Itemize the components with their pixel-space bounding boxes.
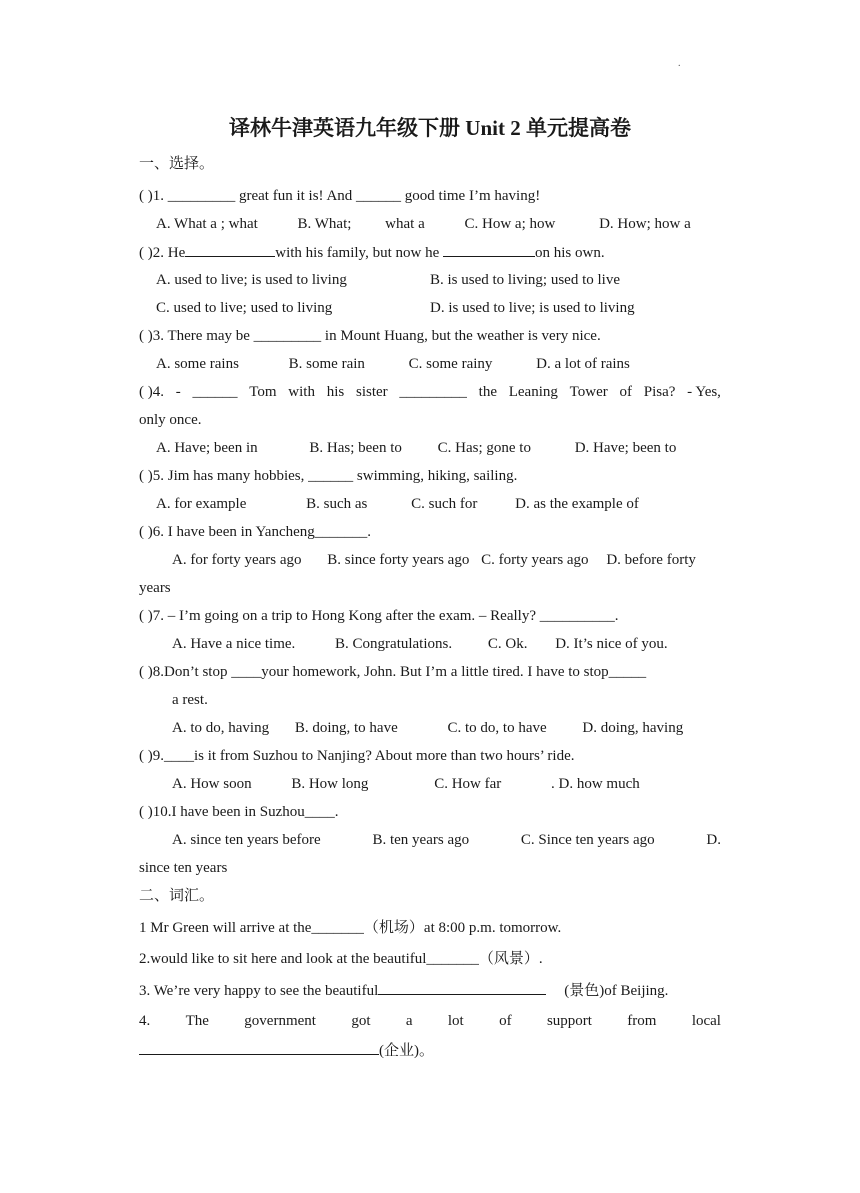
stem-word: ______ xyxy=(192,384,238,400)
option-b: B. since forty years ago xyxy=(327,552,470,568)
q2-stem-part: ( )2. He xyxy=(139,245,186,261)
stem-word: of xyxy=(619,384,632,400)
q2-stem xyxy=(139,242,605,263)
vocab-item-3-part: 3. We’re very happy to see the beautiful xyxy=(139,983,379,999)
q8-options xyxy=(172,718,683,738)
option-a: A. to do, having xyxy=(172,720,270,736)
option-a: A. for forty years ago xyxy=(172,552,302,568)
vocab-word: got xyxy=(351,1013,371,1029)
vocab-item-3 xyxy=(139,980,668,1001)
option-b: B. What; xyxy=(297,216,352,232)
option-a: A. Have; been in xyxy=(156,440,258,456)
option-a: A. What a ; what xyxy=(156,216,258,232)
q6-options xyxy=(172,550,696,570)
stem-word: _________ xyxy=(399,384,467,400)
stem-word: sister xyxy=(355,384,388,400)
stem-word: his xyxy=(326,384,345,400)
stem-word: Tom xyxy=(249,384,277,400)
header-dot: . xyxy=(678,58,681,69)
option-c: C. Since ten years ago xyxy=(520,832,655,848)
q6-stem: ( )6. I have been in Yancheng_______. xyxy=(139,524,372,540)
option-c: C. to do, to have xyxy=(447,720,547,736)
option-a: A. since ten years before xyxy=(172,832,321,848)
q1-stem: ( )1. _________ great fun it is! And ______ good time I’m having! xyxy=(139,188,541,204)
option-b: B. doing, to have xyxy=(294,720,398,736)
answer-blank xyxy=(185,242,275,257)
q2-stem-part: on his own. xyxy=(535,245,605,261)
option-d: D. xyxy=(706,832,721,848)
option-b: B. ten years ago xyxy=(372,832,470,848)
option-d: D. It’s nice of you. xyxy=(555,636,668,652)
option-a: A. How soon xyxy=(172,776,252,792)
q7-stem: ( )7. – I’m going on a trip to Hong Kong after the exam. – Really? __________. xyxy=(139,608,619,624)
q3-options xyxy=(156,354,630,374)
vocab-item-1: 1 Mr Green will arrive at the_______（机场）at 8:00 p.m. tomorrow. xyxy=(139,920,562,936)
option-a: A. for example xyxy=(156,496,247,512)
option-a: A. some rains xyxy=(156,356,239,372)
option-b-cont: what a xyxy=(385,216,425,232)
option-b: B. such as xyxy=(306,496,368,512)
q5-stem: ( )5. Jim has many hobbies, ______ swimming, hiking, sailing. xyxy=(139,468,518,484)
option-d: D. before forty xyxy=(606,552,696,568)
option-c: C. some rainy xyxy=(408,356,493,372)
q8-stem: ( )8.Don’t stop ____your homework, John. But I’m a little tired. I have to stop_____ xyxy=(139,664,647,680)
vocab-word: government xyxy=(244,1013,316,1029)
option-b: B. Has; been to xyxy=(309,440,402,456)
option-b: B. How long xyxy=(291,776,369,792)
vocab-item-3-part: (景色)of Beijing. xyxy=(564,983,669,999)
option-a: A. Have a nice time. xyxy=(172,636,296,652)
q10-cont: since ten years xyxy=(139,860,228,876)
vocab-word: local xyxy=(691,1013,721,1029)
q4-options xyxy=(156,438,676,458)
stem-word: with xyxy=(288,384,315,400)
vocab-word: of xyxy=(499,1013,512,1029)
vocab-item-4 xyxy=(139,1011,721,1031)
q10-stem: ( )10.I have been in Suzhou____. xyxy=(139,804,339,820)
q6-cont: years xyxy=(139,580,171,596)
option-c: C. such for xyxy=(411,496,478,512)
answer-blank xyxy=(139,1040,379,1055)
q7-options xyxy=(172,634,668,654)
option-c: C. Ok. xyxy=(487,636,528,652)
option-c: C. How a; how xyxy=(464,216,556,232)
stem-word: - xyxy=(175,384,181,400)
option-c: C. Has; gone to xyxy=(437,440,531,456)
option-d: D. a lot of rains xyxy=(536,356,630,372)
answer-blank xyxy=(378,980,546,995)
option-c: C. forty years ago xyxy=(481,552,589,568)
q9-stem: ( )9.____is it from Suzhou to Nanjing? About more than two hours’ ride. xyxy=(139,748,575,764)
stem-word: Leaning xyxy=(508,384,558,400)
option-d: D. as the example of xyxy=(515,496,639,512)
stem-word: - Yes, xyxy=(687,384,721,400)
answer-blank xyxy=(443,242,535,257)
vocab-word: The xyxy=(185,1013,209,1029)
q2-option-d: D. is used to live; is used to living xyxy=(430,300,635,316)
stem-word: Tower xyxy=(569,384,608,400)
stem-word: Pisa? xyxy=(643,384,676,400)
option-b: B. Congratulations. xyxy=(335,636,453,652)
vocab-item-2: 2.would like to sit here and look at the beautiful_______（风景）. xyxy=(139,951,543,967)
vocab-word: lot xyxy=(447,1013,464,1029)
option-d: . D. how much xyxy=(551,776,640,792)
section2-heading: 二、词汇。 xyxy=(139,888,215,904)
option-c: C. How far xyxy=(434,776,502,792)
vocab-word: support xyxy=(546,1013,592,1029)
vocab-item-4-part: (企业)。 xyxy=(379,1043,434,1059)
stem-word: the xyxy=(478,384,497,400)
vocab-word: a xyxy=(405,1013,413,1029)
vocab-word: 4. xyxy=(139,1013,151,1029)
option-d: D. Have; been to xyxy=(574,440,677,456)
q10-options xyxy=(172,830,721,850)
q2-option-b: B. is used to living; used to live xyxy=(430,272,620,288)
q5-options xyxy=(156,494,639,514)
vocab-word: from xyxy=(627,1013,657,1029)
q9-options xyxy=(172,774,640,794)
q1-options xyxy=(156,214,691,234)
q4-stem-cont: only once. xyxy=(139,412,202,428)
option-d: D. How; how a xyxy=(599,216,691,232)
stem-word: ( )4. xyxy=(139,384,164,400)
vocab-item-4-cont xyxy=(139,1040,434,1061)
q2-stem-part: with his family, but now he xyxy=(275,245,443,261)
option-d: D. doing, having xyxy=(582,720,684,736)
section1-heading: 一、选择。 xyxy=(139,156,215,172)
page-title: 译林牛津英语九年级下册 Unit 2 单元提高卷 xyxy=(229,116,631,140)
q2-option-c: C. used to live; used to living xyxy=(156,300,333,316)
q2-option-a: A. used to live; is used to living xyxy=(156,272,347,288)
option-b: B. some rain xyxy=(288,356,365,372)
q3-stem: ( )3. There may be _________ in Mount Huang, but the weather is very nice. xyxy=(139,328,601,344)
q8-cont: a rest. xyxy=(172,692,208,708)
q4-stem xyxy=(139,382,721,402)
